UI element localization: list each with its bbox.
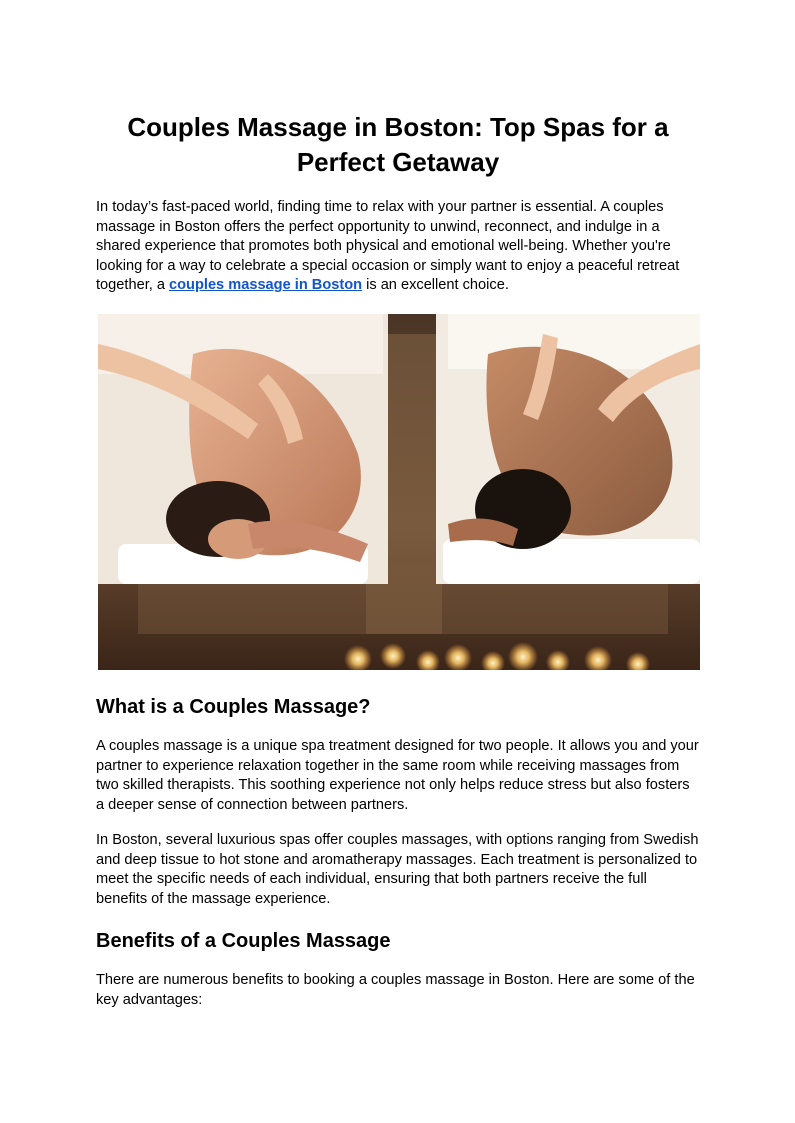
intro-paragraph (96, 198, 700, 296)
couples-massage-photo (98, 314, 700, 670)
section-paragraph: A couples massage is a unique spa treatment designed for two people. It allows you and your partner to experience relaxation together in the same room while receiving massages from two skilled therapists. This soothing experience not only helps reduce stress but also fosters a deeper sense of connection between partners. (96, 738, 699, 813)
section-heading-what-is: What is a Couples Massage? (96, 696, 371, 718)
intro-text-before-link: In today’s fast-paced world, finding time to relax with your partner is essential. A couples massage in Boston offers the perfect opportunity to unwind, reconnect, and indulge in a shared experience that promotes both physical and emotional well-being. Whether you're looking for a way to celebrate a special occasion or simply want to enjoy a peaceful retreat together, a (96, 199, 680, 293)
section-paragraph: There are numerous benefits to booking a couples massage in Boston. Here are some of the key advantages: (96, 972, 695, 1008)
section-heading-benefits: Benefits of a Couples Massage (96, 930, 391, 952)
page-title: Couples Massage in Boston: Top Spas for a Perfect Getaway (127, 112, 669, 177)
couples-massage-boston-link[interactable]: couples massage in Boston (169, 277, 363, 293)
section-paragraph: In Boston, several luxurious spas offer couples massages, with options ranging from Swedish and deep tissue to hot stone and aromatherapy massages. Each treatment is personalized to meet the specific needs of each individual, ensuring that both partners receive the full benefits of the massage experience. (96, 832, 699, 907)
intro-text-after-link: is an excellent choice. (362, 277, 509, 293)
